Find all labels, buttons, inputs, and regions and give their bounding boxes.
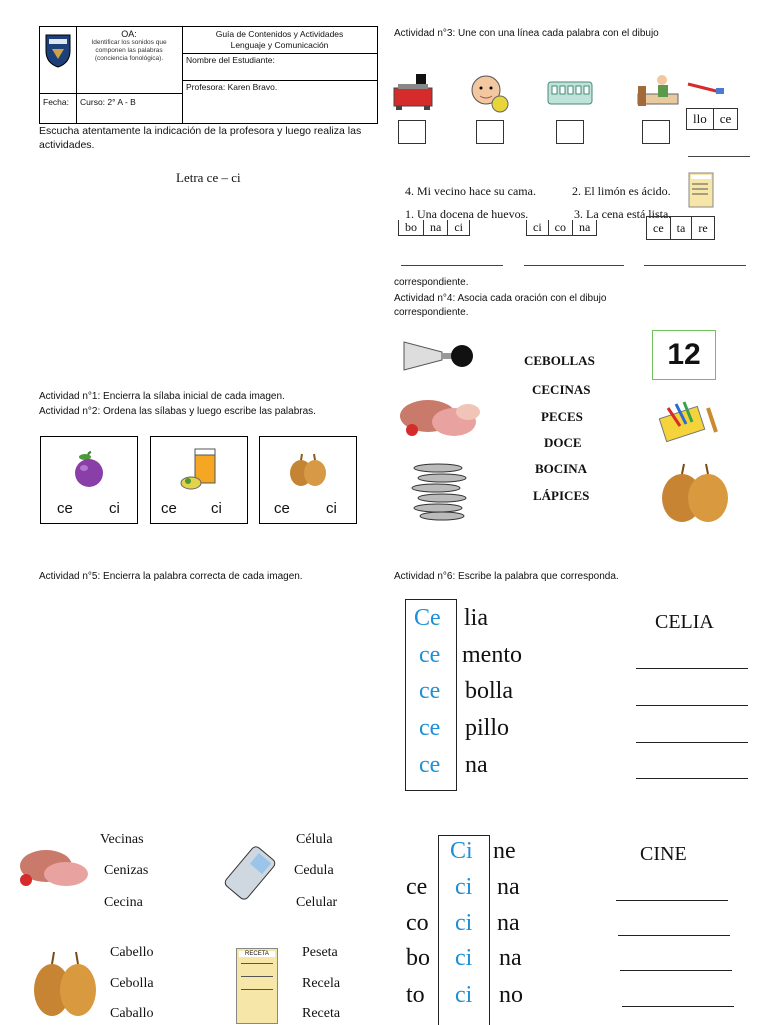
- word-ending: no: [499, 982, 523, 1008]
- syllable-ce: ce: [419, 752, 441, 778]
- syllable: co: [549, 220, 573, 235]
- activity1-title: Actividad n°1: Encierra la sílaba inicial de cada imagen.: [39, 391, 285, 402]
- syllable-ce[interactable]: ce: [57, 500, 73, 517]
- student-name-cell[interactable]: [182, 53, 377, 81]
- syllable-ci[interactable]: ci: [109, 500, 120, 517]
- letter-title: Letra ce – ci: [176, 170, 241, 185]
- school-shield-icon: [44, 33, 72, 69]
- guide-title-2: Lenguaje y Comunicación: [230, 40, 329, 50]
- word-bocina[interactable]: BOCINA: [535, 461, 588, 476]
- syllable-ce: ce: [419, 642, 441, 668]
- syllable: re: [698, 221, 708, 235]
- onions-icon: [660, 462, 732, 524]
- syllable-ci: ci: [455, 982, 473, 1008]
- write-line[interactable]: [636, 668, 748, 669]
- option-celular[interactable]: Celular: [296, 895, 338, 910]
- answer-box-1[interactable]: [398, 120, 426, 144]
- date-cell[interactable]: [40, 93, 77, 123]
- write-line[interactable]: [636, 705, 748, 706]
- word-ending: na: [497, 874, 520, 900]
- onions-icon: [32, 948, 100, 1020]
- syllable-row-top: [686, 108, 738, 130]
- egg-carton-icon: [546, 76, 594, 110]
- word-start: co: [406, 910, 429, 936]
- syllable: ci: [454, 220, 463, 234]
- activity1-box-3: [259, 436, 357, 524]
- oa-text: Identificar los sonidos que componen las palabras (conciencia fonológica).: [91, 39, 167, 62]
- word-start: ce: [406, 874, 428, 900]
- syllable-ci: ci: [455, 945, 473, 971]
- word-peces[interactable]: PECES: [541, 409, 583, 424]
- word-ending: na: [497, 910, 520, 936]
- recipe-label: RECETA: [239, 951, 275, 957]
- activity4-title: Actividad n°4: Asocia cada oración con el dibujo correspondiente.: [394, 293, 607, 318]
- recipe-icon: [688, 172, 714, 208]
- guide-title-cell: [182, 27, 377, 54]
- activity3-tail: correspondiente.: [394, 277, 469, 288]
- onion-icon: [288, 453, 328, 489]
- syllable: na: [424, 220, 448, 235]
- activity1-box-1: [40, 436, 138, 524]
- stove-icon: [392, 72, 434, 112]
- syllable: bo: [399, 220, 424, 235]
- syllable-group-1: [398, 220, 470, 236]
- syllable-ce[interactable]: ce: [274, 500, 290, 517]
- word-ending: bolla: [465, 678, 513, 704]
- plum-icon: [69, 451, 109, 491]
- option-recela[interactable]: Recela: [302, 976, 341, 991]
- activity5-title: Actividad n°5: Encierra la palabra correcta de cada imagen.: [39, 571, 303, 582]
- answer-line[interactable]: [524, 265, 624, 266]
- option-cecina[interactable]: Cecina: [104, 895, 143, 910]
- toothbrush-icon: [686, 80, 726, 100]
- activity6-title: Actividad n°6: Escribe la palabra que corresponda.: [394, 571, 619, 582]
- word-start: to: [406, 982, 425, 1008]
- write-line[interactable]: [618, 935, 730, 936]
- syllable: ci: [527, 220, 549, 235]
- syllable-ci[interactable]: ci: [211, 500, 222, 517]
- answer-line[interactable]: [401, 265, 503, 266]
- number-12-card: 12: [652, 330, 716, 380]
- option-caballo[interactable]: Caballo: [110, 1006, 154, 1021]
- example-word-cine: CINE: [640, 843, 687, 865]
- word-ending: lia: [464, 605, 488, 631]
- syllable-ci: ci: [455, 874, 473, 900]
- activity1-box-2: [150, 436, 248, 524]
- syllable-ce: ce: [419, 678, 441, 704]
- syllable: llo: [687, 109, 714, 129]
- course-cell: [76, 93, 183, 123]
- student-name-label: Nombre del Estudiante:: [186, 55, 275, 65]
- syllable-group-3: [646, 216, 715, 240]
- guide-title-1: Guía de Contenidos y Actividades: [215, 29, 344, 39]
- sentence-4: 4. Mi vecino hace su cama.: [405, 184, 536, 198]
- syllable-ce[interactable]: ce: [161, 500, 177, 517]
- option-peseta[interactable]: Peseta: [302, 945, 338, 960]
- syllable-ce: ce: [419, 715, 441, 741]
- word-ending: na: [499, 945, 522, 971]
- cell-phone-icon: [222, 840, 290, 904]
- syllable-ci[interactable]: ci: [326, 500, 337, 517]
- answer-line[interactable]: [644, 265, 746, 266]
- teacher-label: Profesora: Karen Bravo.: [186, 82, 278, 92]
- date-label: Fecha:: [43, 97, 69, 107]
- syllable: ce: [647, 217, 671, 239]
- bald-man-clock-icon: [470, 72, 510, 116]
- word-doce[interactable]: DOCE: [544, 435, 582, 450]
- oa-title: OA:: [121, 29, 137, 39]
- word-start: bo: [406, 945, 430, 971]
- sentence-2: 2. El limón es ácido.: [572, 184, 671, 198]
- word-ending: ne: [493, 838, 516, 864]
- option-cebolla[interactable]: Cebolla: [110, 976, 154, 991]
- write-line[interactable]: [622, 1006, 734, 1007]
- cold-cuts-icon: [12, 842, 92, 894]
- word-lapices[interactable]: LÁPICES: [533, 488, 590, 503]
- syllable: na: [579, 220, 591, 234]
- write-line[interactable]: [636, 778, 748, 779]
- word-ending: pillo: [465, 715, 510, 741]
- making-bed-icon: [636, 72, 684, 112]
- syllable-ci: Ci: [450, 838, 473, 864]
- syllable-ci: ci: [455, 910, 473, 936]
- teacher-cell: [182, 80, 377, 123]
- syllable-ce: Ce: [414, 605, 441, 631]
- answer-box-3[interactable]: [556, 120, 584, 144]
- answer-box-2[interactable]: [476, 120, 504, 144]
- answer-box-4[interactable]: [642, 120, 670, 144]
- answer-line[interactable]: [688, 156, 750, 157]
- syllable: ta: [671, 217, 693, 239]
- word-ending: mento: [462, 642, 522, 668]
- option-cabello[interactable]: Cabello: [110, 945, 154, 960]
- option-cenizas[interactable]: Cenizas: [104, 863, 149, 878]
- sentence-3: 3. La cena está lista.: [574, 207, 672, 221]
- cold-cuts-icon: [398, 392, 484, 442]
- word-cecinas[interactable]: CECINAS: [532, 382, 591, 397]
- horn-icon: [402, 340, 474, 374]
- header-table: [39, 26, 378, 124]
- recipe-card-icon: [236, 948, 278, 1024]
- syllable: ce: [719, 111, 732, 126]
- write-line[interactable]: [616, 900, 728, 901]
- option-celula[interactable]: Célula: [296, 832, 333, 847]
- option-cedula[interactable]: Cedula: [294, 863, 334, 878]
- option-vecinas[interactable]: Vecinas: [100, 832, 144, 847]
- fish-icon: [408, 460, 478, 522]
- instructions: Escucha atentamente la indicación de la profesora y luego realiza las actividades.: [39, 125, 362, 151]
- write-line[interactable]: [620, 970, 732, 971]
- activity3-title: Actividad n°3: Une con una línea cada palabra con el dibujo: [394, 28, 659, 39]
- course-label: Curso: 2° A - B: [80, 97, 136, 107]
- option-receta[interactable]: Receta: [302, 1006, 341, 1021]
- word-ending: na: [465, 752, 488, 778]
- juice-icon: [179, 447, 225, 493]
- oa-cell: [76, 27, 183, 94]
- pencils-icon: [656, 398, 720, 448]
- activity2-title: Actividad n°2: Ordena las sílabas y luego escribe las palabras.: [39, 406, 316, 417]
- logo-cell: [40, 27, 77, 94]
- syllable-group-2: [526, 220, 597, 236]
- word-cebollas[interactable]: CEBOLLAS: [524, 353, 595, 368]
- write-line[interactable]: [636, 742, 748, 743]
- sentence-1: 1. Una docena de huevos.: [405, 207, 529, 221]
- example-word-celia: CELIA: [655, 611, 714, 633]
